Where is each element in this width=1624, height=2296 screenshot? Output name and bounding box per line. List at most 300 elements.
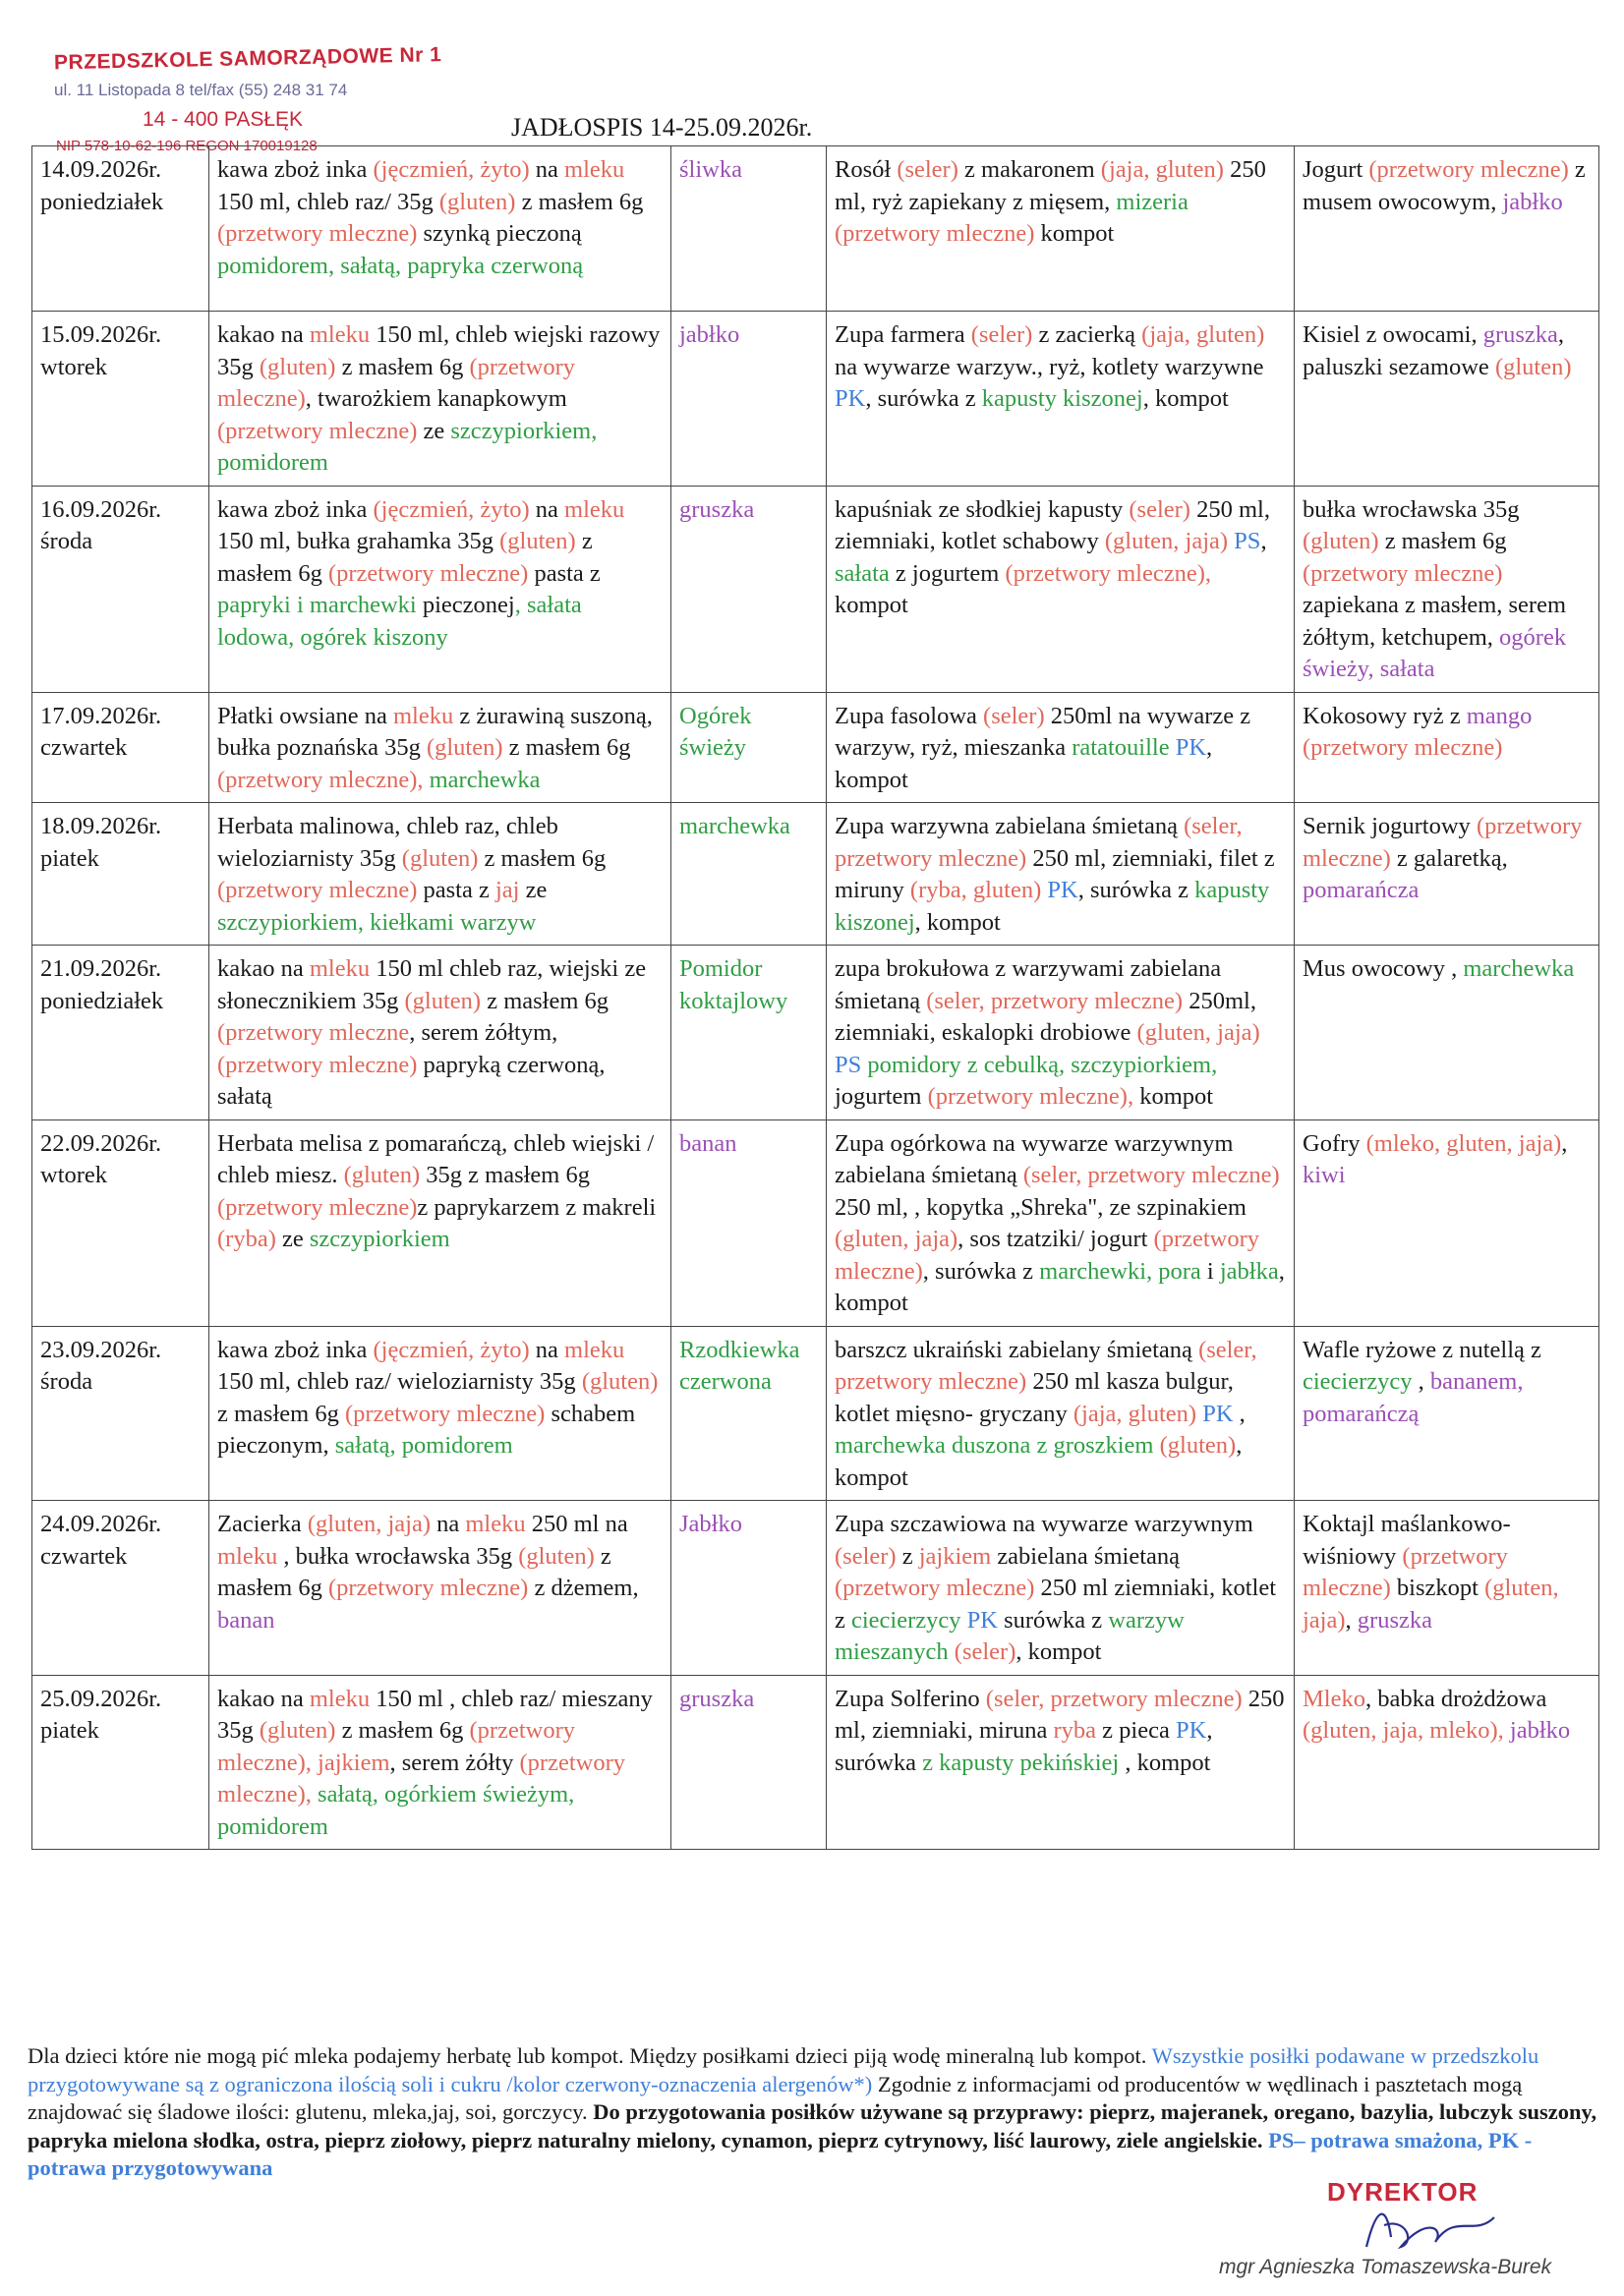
menu-text-segment: na wywarze warzyw., ryż, kotlety warzywne — [835, 353, 1264, 380]
menu-text-segment: sałatą, pomidorem — [334, 1432, 513, 1459]
footer-text: Dla dzieci które nie mogą pić mleka podajemy herbatę lub kompot. Między posiłkami dzieci piją wodę mineralną lub kompot. — [28, 2043, 1152, 2068]
breakfast-cell — [209, 692, 671, 803]
day-cell — [32, 803, 209, 946]
menu-text-segment: barszcz ukraiński zabielany śmietaną — [835, 1336, 1199, 1363]
menu-title: JADŁOSPIS 14-25.09.2026r. — [511, 113, 813, 142]
menu-text-segment: 250 ml, ziemniaki, kotlet schabowy — [835, 495, 1270, 554]
weekday-label: poniedziałek — [40, 987, 164, 1014]
footer-text: Wszystkie posiłki podawane w przedszkolu przygotowywane są z ograniczona ilością soli i cukru /kolor czerwony-oznaczenia alergenów*) — [28, 2043, 1539, 2096]
menu-text-segment: Zacierka — [217, 1511, 308, 1537]
menu-text-segment: 250 ml, ziemniaki, miruna — [835, 1685, 1285, 1744]
menu-text-segment: papryki i marchewki — [217, 592, 417, 618]
menu-text-segment: 150 ml, chleb raz/ 35g — [217, 188, 439, 215]
menu-text-segment: papryką czerwoną, sałatą — [217, 1051, 606, 1110]
day-cell — [32, 1326, 209, 1501]
menu-text-segment: mleku — [309, 1685, 371, 1712]
menu-text-segment: Wafle ryżowe z nutellą z — [1303, 1336, 1541, 1363]
menu-text-segment: (przetwory mleczne), — [217, 1717, 575, 1776]
menu-day-row — [32, 1501, 1599, 1676]
menu-text-segment: kawa zboż inka — [217, 156, 374, 183]
menu-day-row — [32, 1675, 1599, 1850]
day-cell — [32, 946, 209, 1120]
menu-text-segment: mleku — [465, 1511, 526, 1537]
dinner-cell — [827, 1326, 1295, 1501]
day-cell — [32, 486, 209, 692]
menu-text-segment: (gluten) — [499, 528, 576, 554]
stamp-address: ul. 11 Listopada 8 tel/fax (55) 248 31 74 — [54, 81, 348, 99]
menu-text-segment: z kapusty pekińskiej — [922, 1749, 1120, 1776]
menu-text-segment: mleku — [309, 955, 371, 982]
day-cell — [32, 692, 209, 803]
tea-cell — [1295, 312, 1599, 487]
footer-notes — [28, 2042, 1600, 2183]
menu-text-segment: Zupa warzywna zabielana śmietaną — [835, 813, 1185, 839]
menu-text-segment: (gluten, jaja) — [835, 1226, 958, 1252]
menu-text-segment: z masłem 6g — [217, 1542, 611, 1601]
menu-text-segment: Ogórek świeży — [679, 702, 752, 761]
menu-text-segment: marchewka — [1463, 955, 1575, 982]
menu-text-segment: (przetwory mleczne), — [1005, 559, 1211, 587]
snack-cell — [671, 486, 827, 692]
day-cell — [32, 1119, 209, 1326]
date-label: 18.09.2026r. — [40, 813, 162, 839]
menu-text-segment: (gluten) — [518, 1542, 595, 1570]
menu-text-segment: Herbata melisa z pomarańczą, chleb wiejski / chleb miesz. — [217, 1129, 655, 1188]
dinner-cell — [827, 1501, 1295, 1676]
menu-text-segment: 150 ml — [370, 1685, 450, 1712]
date-label: 22.09.2026r. — [40, 1129, 162, 1157]
snack-cell — [671, 1119, 827, 1326]
menu-table — [31, 145, 1599, 1850]
signature-block — [1219, 2177, 1612, 2279]
menu-text-segment: (przetwory mleczne) — [835, 1575, 1035, 1601]
menu-text-segment: (gluten, jaja) — [1303, 1575, 1559, 1634]
menu-text-segment: Zupa szczawiowa na wywarze warzywnym — [835, 1511, 1253, 1537]
menu-text-segment: , surówka — [835, 1717, 1213, 1776]
menu-text-segment: kompot — [835, 592, 908, 618]
weekday-label: środa — [40, 528, 93, 554]
menu-text-segment: , surówka z — [1077, 877, 1195, 903]
menu-text-segment: kawa zboż inka — [217, 1336, 374, 1363]
breakfast-cell — [209, 1119, 671, 1326]
weekday-label: wtorek — [40, 353, 108, 380]
menu-text-segment: (seler) — [897, 156, 958, 183]
menu-text-segment: jabłko — [679, 321, 740, 348]
breakfast-cell — [209, 1501, 671, 1676]
menu-text-segment: z masłem 6g — [515, 188, 644, 215]
menu-text-segment: ze — [275, 1226, 310, 1252]
menu-text-segment: PK — [1175, 734, 1207, 761]
footer-text: Zgodnie z informacjami od producentów w wędlinach i pasztetach mogą znajdować się śladowe ilości: glutenu, mleka,jaj, soi, gorczycy. — [28, 2071, 1523, 2124]
menu-text-segment: (seler) — [983, 702, 1045, 729]
kindergarten-stamp — [53, 43, 467, 154]
menu-text-segment: (przetwory mleczne) — [1303, 559, 1503, 587]
menu-text-segment: marchewka duszona z groszkiem — [835, 1432, 1154, 1459]
weekday-label: piatek — [40, 1717, 99, 1744]
menu-text-segment: , babka drożdżowa — [1364, 1685, 1547, 1712]
dinner-cell — [827, 486, 1295, 692]
menu-day-row — [32, 803, 1599, 946]
menu-text-segment: (gluten, jaja) — [1104, 528, 1229, 554]
weekday-label: wtorek — [40, 1162, 108, 1188]
menu-text-segment: gruszka — [679, 495, 755, 523]
breakfast-cell — [209, 312, 671, 487]
menu-text-segment: surówka z — [997, 1606, 1109, 1634]
menu-text-segment: szczypiorkiem, pomidorem — [217, 417, 598, 476]
menu-text-segment: z żurawiną suszoną, bułka poznańska 35g — [217, 702, 653, 761]
menu-text-segment: schabem pieczonym, — [217, 1400, 636, 1459]
menu-text-segment: marchewka — [429, 766, 541, 793]
menu-text-segment: z masłem 6g — [335, 1717, 470, 1744]
menu-text-segment: , chleb raz/ mieszany 35g — [217, 1685, 653, 1744]
menu-text-segment: Pomidor koktajlowy — [679, 955, 788, 1014]
menu-text-segment: , kompot — [835, 1432, 1243, 1491]
menu-text-segment: (mleko, gluten, jaja) — [1365, 1129, 1562, 1157]
menu-text-segment: biszkopt — [1390, 1575, 1485, 1601]
menu-text-segment: kapusty kiszonej — [981, 385, 1143, 412]
snack-cell — [671, 312, 827, 487]
menu-text-segment: mleku — [309, 321, 371, 348]
menu-text-segment: 150 ml, chleb wiejski razowy 35g — [217, 321, 661, 380]
menu-text-segment: jajkiem — [918, 1542, 992, 1570]
menu-text-segment: (jęczmień, żyto) — [373, 156, 530, 183]
breakfast-cell — [209, 803, 671, 946]
menu-text-segment: ogórek świeży, sałata — [1303, 623, 1567, 682]
menu-text-segment: 150 ml chleb raz, wiejski ze słonecznikiem 35g — [217, 955, 647, 1014]
menu-text-segment: kapuśniak ze słodkiej kapusty — [835, 495, 1130, 523]
menu-text-segment: , bułka wrocławska 35g — [277, 1542, 519, 1570]
menu-text-segment: Zupa farmera — [835, 321, 971, 348]
menu-text-segment: zapiekana z masłem, serem żółtym, ketchupem, — [1303, 592, 1567, 651]
menu-text-segment: Kisiel z owocami, — [1303, 321, 1483, 348]
menu-text-segment: (przetwory mleczne) — [327, 559, 529, 587]
menu-text-segment: z pieca — [1096, 1717, 1176, 1744]
menu-text-segment: , kompot — [914, 908, 1001, 936]
menu-text-segment: jabłko — [1502, 188, 1563, 215]
dinner-cell — [827, 692, 1295, 803]
tea-cell — [1295, 1501, 1599, 1676]
menu-text-segment: PK — [835, 385, 866, 412]
menu-text-segment: (przetwory mleczne), — [927, 1083, 1134, 1110]
menu-text-segment: (ryba) — [217, 1226, 276, 1252]
menu-text-segment: (gluten) — [438, 188, 516, 215]
menu-text-segment: , surówka z — [865, 385, 982, 412]
menu-text-segment: zabielana śmietaną — [991, 1542, 1181, 1570]
date-label: 16.09.2026r. — [40, 495, 162, 523]
menu-text-segment: z musem owocowym, — [1303, 156, 1586, 215]
date-label: 21.09.2026r. — [40, 955, 162, 982]
dinner-cell — [827, 1675, 1295, 1850]
menu-text-segment: (seler) — [1129, 495, 1190, 523]
menu-text-segment: z paprykarzem z makreli — [417, 1193, 657, 1221]
snack-cell — [671, 803, 827, 946]
menu-text-segment: z masłem 6g — [478, 844, 607, 872]
menu-text-segment: Jogurt — [1303, 156, 1369, 183]
menu-text-segment: jaj — [494, 877, 520, 903]
director-title: DYREKTOR — [1327, 2177, 1479, 2207]
menu-text-segment: (przetwory mleczne) — [217, 1051, 418, 1078]
menu-text-segment: kakao na — [217, 955, 310, 982]
menu-text-segment: mizeria — [1116, 188, 1189, 215]
menu-text-segment: (seler, przetwory mleczne) — [835, 1336, 1257, 1395]
menu-text-segment: gruszka — [1482, 321, 1558, 348]
menu-text-segment: , — [1233, 1400, 1246, 1427]
menu-text-segment: (ryba, gluten) — [909, 877, 1042, 903]
menu-text-segment: (jęczmień, żyto) — [373, 1336, 530, 1363]
menu-text-segment: , kompot — [1142, 385, 1229, 412]
menu-text-segment: na — [529, 156, 565, 183]
menu-text-segment: jabłka — [1219, 1257, 1279, 1285]
menu-text-segment: mleku — [564, 156, 625, 183]
menu-text-segment: bananem, pomarańczą — [1303, 1368, 1524, 1427]
menu-text-segment: kapusty kiszonej — [835, 877, 1270, 936]
director-name: mgr Agnieszka Tomaszewska-Burek — [1219, 2256, 1552, 2278]
menu-text-segment: gruszka — [1357, 1606, 1432, 1634]
menu-text-segment: (przetwory mleczne) — [1303, 813, 1583, 872]
tea-cell — [1295, 946, 1599, 1120]
menu-text-segment: (gluten) — [404, 987, 482, 1014]
menu-text-segment: (jaja, gluten) — [1073, 1400, 1197, 1427]
menu-text-segment: (gluten, jaja) — [307, 1511, 431, 1537]
menu-text-segment: , kompot — [835, 1257, 1285, 1316]
menu-text-segment: (przetwory mleczne) — [327, 1575, 529, 1601]
menu-text-segment: , — [1412, 1368, 1430, 1395]
menu-text-segment: , surówka z — [922, 1257, 1040, 1285]
menu-text-segment: (jaja, gluten) — [1100, 156, 1224, 183]
menu-text-segment: (seler, przetwory mleczne) — [835, 813, 1243, 872]
menu-text-segment: mleku — [564, 495, 625, 523]
menu-text-segment: , kompot — [835, 734, 1213, 793]
menu-text-segment: na — [529, 1336, 565, 1363]
tea-cell — [1295, 146, 1599, 312]
menu-text-segment: , serem żółtym, — [409, 1019, 558, 1046]
menu-text-segment: (seler) — [954, 1638, 1016, 1665]
menu-text-segment: pomarańcza — [1303, 877, 1420, 903]
menu-text-segment: z jogurtem — [889, 559, 1006, 587]
menu-text-segment: pieczonej — [416, 592, 515, 618]
menu-day-row — [32, 1326, 1599, 1501]
menu-text-segment: PS — [1234, 528, 1261, 554]
weekday-label: czwartek — [40, 734, 128, 761]
snack-cell — [671, 146, 827, 312]
menu-text-segment: , kompot — [1015, 1638, 1102, 1665]
menu-text-segment: mango — [1466, 702, 1533, 729]
menu-text-segment: (przetwory mleczne) — [1303, 734, 1503, 761]
menu-text-segment: (gluten, jaja, mleko), — [1303, 1717, 1504, 1744]
menu-text-segment: ciecierzycy — [1303, 1368, 1413, 1395]
snack-cell — [671, 946, 827, 1120]
date-label: 25.09.2026r. — [40, 1685, 162, 1712]
menu-text-segment: na — [430, 1511, 466, 1537]
day-cell — [32, 312, 209, 487]
menu-text-segment: PK — [1175, 1717, 1207, 1744]
snack-cell — [671, 1326, 827, 1501]
menu-text-segment: , sałata lodowa, ogórek kiszony — [217, 592, 582, 651]
menu-text-segment: 250 ml, ziemniaki, filet z miruny — [835, 844, 1275, 903]
menu-text-segment: (przetwory mleczne) — [1303, 1542, 1508, 1601]
menu-text-segment: mleku — [217, 1542, 278, 1570]
menu-text-segment: mleku — [392, 702, 454, 729]
menu-text-segment: (przetwory mleczne) — [1368, 156, 1569, 183]
menu-text-segment: (gluten) — [343, 1162, 421, 1188]
menu-text-segment: z masłem 6g — [335, 353, 470, 380]
menu-text-segment: 250ml, ziemniaki, eskalopki drobiowe — [835, 987, 1256, 1046]
breakfast-cell — [209, 946, 671, 1120]
menu-text-segment: (przetwory mleczne) — [217, 417, 418, 444]
breakfast-cell — [209, 486, 671, 692]
menu-text-segment: (seler, przetwory mleczne) — [1022, 1162, 1280, 1188]
menu-text-segment: 250 ml, , kopytka „Shreka", ze szpinakiem — [835, 1193, 1247, 1221]
dinner-cell — [827, 1119, 1295, 1326]
menu-text-segment: kompot — [1133, 1083, 1214, 1110]
menu-text-segment: 250 ml ziemniaki, kotlet z — [835, 1575, 1277, 1634]
menu-text-segment: warzyw mieszanych — [835, 1606, 1185, 1665]
menu-text-segment: gruszka — [679, 1685, 755, 1712]
date-label: 17.09.2026r. — [40, 702, 162, 729]
stamp-name: PRZEDSZKOLE SAMORZĄDOWE Nr 1 — [53, 43, 442, 75]
dinner-cell — [827, 312, 1295, 487]
menu-text-segment: (przetwory mleczne) — [344, 1400, 546, 1427]
menu-text-segment: kiwi — [1303, 1162, 1346, 1188]
menu-text-segment: Kokosowy ryż z — [1303, 702, 1467, 729]
menu-text-segment: sałatą, ogórkiem świeżym, pomidorem — [217, 1781, 575, 1840]
menu-text-segment: PK — [1202, 1400, 1234, 1427]
menu-text-segment: (przetwory mleczne) — [835, 220, 1035, 247]
day-cell — [32, 1501, 209, 1676]
menu-text-segment: 250 ml na — [525, 1511, 628, 1537]
tea-cell — [1295, 1675, 1599, 1850]
menu-text-segment: (gluten) — [1303, 528, 1379, 554]
menu-text-segment: (gluten, jaja) — [1136, 1019, 1260, 1046]
menu-text-segment: Herbata malinowa, chleb raz, chleb wieloziarnisty 35g — [217, 813, 558, 872]
menu-text-segment: pasta z — [528, 559, 601, 587]
menu-text-segment: (przetwory mleczne) — [217, 353, 575, 412]
breakfast-cell — [209, 1326, 671, 1501]
menu-text-segment: 150 ml, bułka grahamka 35g — [217, 528, 500, 554]
menu-text-segment: bułka wrocławska 35g — [1303, 495, 1520, 523]
menu-text-segment: Rosół — [835, 156, 898, 183]
menu-text-segment: (przetwory mleczne) — [217, 220, 418, 247]
tea-cell — [1295, 486, 1599, 692]
menu-text-segment: Jabłko — [679, 1511, 742, 1537]
day-cell — [32, 146, 209, 312]
menu-text-segment: (gluten) — [1494, 353, 1572, 380]
date-label: 14.09.2026r. — [40, 156, 162, 183]
weekday-label: środa — [40, 1368, 93, 1395]
menu-text-segment: pomidory z cebulką, szczypiorkiem, — [867, 1051, 1218, 1078]
menu-text-segment: (przetwory mleczne) — [217, 877, 418, 903]
day-cell — [32, 1675, 209, 1850]
menu-text-segment: z zacierką — [1032, 321, 1142, 348]
menu-text-segment: mleku — [564, 1336, 625, 1363]
menu-text-segment: banan — [679, 1129, 737, 1157]
menu-text-segment: Rzodkiewka czerwona — [679, 1336, 800, 1395]
menu-text-segment: marchewka — [679, 813, 790, 839]
menu-text-segment: (seler, przetwory mleczne) — [926, 987, 1184, 1014]
weekday-label: czwartek — [40, 1542, 128, 1570]
menu-day-row — [32, 146, 1599, 312]
menu-text-segment: , — [1260, 528, 1267, 554]
menu-text-segment: szczypiorkiem, kiełkami warzyw — [217, 908, 537, 936]
menu-text-segment: pasta z — [417, 877, 495, 903]
date-label: 24.09.2026r. — [40, 1511, 162, 1537]
menu-text-segment: Gofry — [1303, 1129, 1366, 1157]
menu-text-segment: , — [1345, 1606, 1358, 1634]
menu-text-segment: z makaronem — [957, 156, 1101, 183]
menu-text-segment: ze — [519, 877, 548, 903]
menu-text-segment: Zupa fasolowa — [835, 702, 984, 729]
menu-text-segment: pomidorem, sałatą, papryka czerwoną — [217, 252, 584, 279]
menu-text-segment: (gluten) — [426, 734, 503, 761]
menu-text-segment: 250 ml kasza bulgur, kotlet mięsno- gryczany — [835, 1368, 1234, 1427]
menu-text-segment: Koktajl maślankowo-wiśniowy — [1303, 1511, 1511, 1570]
tea-cell — [1295, 1326, 1599, 1501]
footer-text: PS– potrawa smażona, PK - potrawa przygotowywana — [28, 2127, 1533, 2180]
menu-text-segment: marchewki, pora — [1039, 1257, 1201, 1285]
menu-text-segment: śliwka — [679, 156, 742, 183]
menu-text-segment: Zupa Solferino — [835, 1685, 986, 1712]
menu-text-segment: kawa zboż inka — [217, 495, 374, 523]
menu-text-segment: z galaretką, — [1390, 844, 1508, 872]
menu-text-segment: jajkiem — [318, 1749, 390, 1776]
snack-cell — [671, 692, 827, 803]
menu-text-segment: ratatouille — [1072, 734, 1170, 761]
menu-text-segment: (przetwory mleczne) — [835, 1226, 1260, 1285]
menu-text-segment: , serem żółty — [389, 1749, 520, 1776]
menu-text-segment: (gluten) — [1159, 1432, 1237, 1459]
dinner-cell — [827, 146, 1295, 312]
stamp-ids: NIP 578-10-62-196 REGON 170019128 — [56, 138, 318, 154]
menu-text-segment: z masłem 6g — [217, 1400, 345, 1427]
menu-text-segment: sałata — [835, 559, 890, 587]
menu-text-segment: PS — [835, 1051, 862, 1078]
breakfast-cell — [209, 146, 671, 312]
menu-text-segment: (przetwory mleczne — [217, 1019, 410, 1046]
menu-text-segment: z masłem 6g — [217, 528, 593, 587]
menu-text-segment: (gluten) — [581, 1368, 659, 1395]
menu-text-segment: (przetwory mleczne), — [217, 1749, 625, 1808]
menu-text-segment: ryba — [1053, 1717, 1097, 1744]
menu-day-row — [32, 946, 1599, 1120]
weekday-label: poniedziałek — [40, 188, 164, 215]
menu-text-segment: Mus owocowy , — [1303, 955, 1464, 982]
menu-text-segment: kakao na — [217, 1685, 310, 1712]
menu-day-row — [32, 692, 1599, 803]
date-label: 23.09.2026r. — [40, 1336, 162, 1363]
menu-text-segment: z masłem 6g — [481, 987, 609, 1014]
menu-day-row — [32, 1119, 1599, 1326]
menu-text-segment: Sernik jogurtowy — [1303, 813, 1477, 839]
snack-cell — [671, 1501, 827, 1676]
menu-text-segment: (przetwory mleczne) — [217, 1193, 418, 1221]
tea-cell — [1295, 803, 1599, 946]
menu-text-segment: z dżemem, — [528, 1575, 639, 1601]
menu-text-segment: jabłko — [1509, 1717, 1571, 1744]
menu-text-segment: 250ml na wywarze z warzyw, ryż, mieszanka — [835, 702, 1251, 761]
menu-text-segment: (jaja, gluten) — [1141, 321, 1265, 348]
date-label: 15.09.2026r. — [40, 321, 162, 348]
menu-text-segment: Mleko — [1303, 1685, 1365, 1712]
menu-text-segment: zupa brokułowa z warzywami zabielana śmietaną — [835, 955, 1222, 1014]
menu-text-segment: Zupa ogórkowa na wywarze warzywnym zabielana śmietaną — [835, 1129, 1234, 1188]
tea-cell — [1295, 1119, 1599, 1326]
menu-text-segment: (gluten) — [259, 353, 336, 380]
menu-text-segment: , kompot — [1119, 1749, 1211, 1776]
menu-text-segment: , twarożkiem kanapkowym — [305, 385, 567, 412]
handwritten-signature — [1357, 2198, 1504, 2257]
menu-text-segment: , sos tzatziki/ jogurt — [957, 1226, 1154, 1252]
stamp-city: 14 - 400 PASŁĘK — [143, 108, 304, 131]
